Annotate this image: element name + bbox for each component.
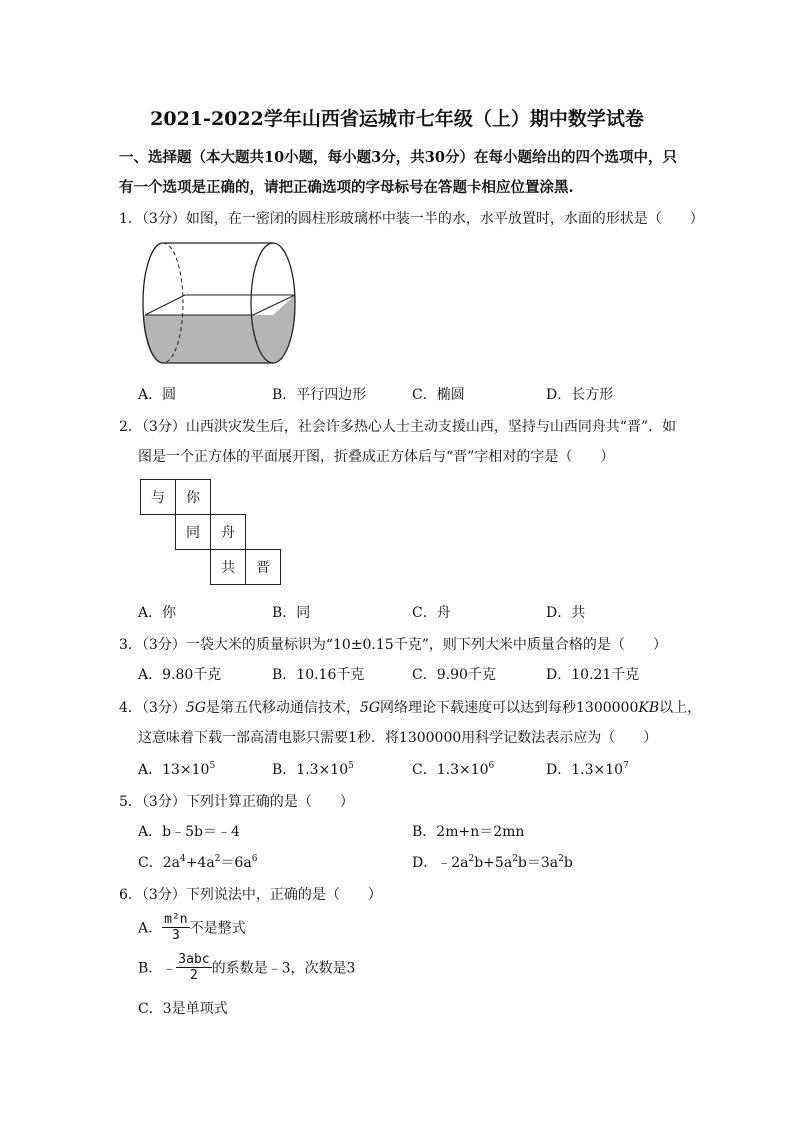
q1-option-c: C．椭圆: [412, 387, 465, 403]
q2-option-b: B．同: [272, 605, 311, 621]
net-cell-zhou: 舟: [210, 514, 246, 550]
water-region: [143, 315, 273, 363]
question-3-stem: 3．（3分）一袋大米的质量标识为“10±0.15千克”，则下列大米中质量合格的是（ ）: [119, 637, 667, 653]
question-4-stem-line-1: 4．（3分）5G是第五代移动通信技术，5G网络理论下载速度可以达到每秒1300000KB以上，: [119, 700, 702, 716]
q2-option-a: A．你: [138, 605, 177, 621]
q1-option-d: D．长方形: [546, 387, 614, 403]
net-cell-jin: 晋: [245, 549, 281, 585]
q3-option-b: B．10.16千克: [272, 667, 365, 683]
q3-option-a: A．9.80千克: [138, 667, 222, 683]
page-title: 2021-2022学年山西省运城市七年级（上）期中数学试卷: [150, 108, 644, 130]
section-heading-line-1: 一、选择题（本大题共10小题，每小题3分，共30分）在每小题给出的四个选项中，只: [119, 149, 677, 166]
q2-option-d: D．共: [546, 605, 586, 621]
q4-option-b: B．$1.3\times 10^5$: [272, 761, 354, 778]
q5-option-a: A．b﹣5b＝﹣4: [138, 824, 240, 840]
q6-option-a: A． $\frac{\text{m²n}}{3}$ 不是整式: [138, 912, 246, 943]
q2-option-c: C．舟: [412, 605, 451, 621]
cylinder-figure: [140, 240, 302, 370]
q6-option-c: C．3是单项式: [138, 1001, 228, 1017]
q3-option-d: D．10.21千克: [546, 667, 640, 683]
net-cell-ni: 你: [175, 479, 211, 515]
q4-option-d: D．$1.3\times 10^7$: [546, 761, 629, 778]
net-cell-yu: 与: [140, 479, 176, 515]
section-heading-line-2: 有一个选项是正确的，请把正确选项的字母标号在答题卡相应位置涂黑.: [119, 179, 574, 196]
water-end-fill: [273, 295, 295, 363]
q5-option-b: B．2m+n＝2mn: [412, 824, 525, 840]
q4-option-a: A．$13\times 10^5$: [138, 761, 216, 778]
net-cell-tong: 同: [175, 514, 211, 550]
q5-option-c: C．$2a^4+4a^2=6a^6$: [138, 854, 258, 871]
question-5-stem: 5．（3分）下列计算正确的是（ ）: [119, 794, 354, 810]
question-1-stem: 1．（3分）如图，在一密闭的圆柱形玻璃杯中装一半的水，水平放置时，水面的形状是（ ）: [119, 211, 704, 227]
q6-option-b-fraction: $\frac{\text{3abc}}{2}$: [178, 952, 210, 983]
net-cell-gong: 共: [210, 549, 246, 585]
q3-option-c: C．9.90千克: [412, 667, 496, 683]
q4-option-c: C．$1.3\times 10^6$: [412, 761, 495, 778]
q1-option-a: A．圆: [138, 387, 177, 403]
question-2-stem-line-2: 图是一个正方体的平面展开图，折叠成正方体后与“晋”字相对的字是（ ）: [138, 449, 615, 465]
water-surface-left: [145, 295, 185, 315]
question-2-stem-line-1: 2．（3分）山西洪灾发生后，社会许多热心人士主动支援山西，坚持与山西同舟共“晋”．如: [119, 419, 677, 435]
q6-option-b: B．﹣ $\frac{\text{3abc}}{2}$ 的系数是﹣3，次数是3: [138, 952, 356, 983]
question-6-stem: 6．（3分）下列说法中，正确的是（ ）: [119, 887, 382, 903]
q1-option-b: B．平行四边形: [272, 387, 367, 403]
question-4-stem-line-2: 这意味着下载一部高清电影只需要1秒．将1300000用科学记数法表示应为（ ）: [138, 730, 658, 746]
q5-option-d: D．$﹣2a^2b+5a^2b=3a^2b$: [412, 854, 573, 871]
cube-net-figure: [140, 479, 290, 589]
q6-option-a-fraction: $\frac{\text{m²n}}{3}$: [164, 912, 188, 943]
